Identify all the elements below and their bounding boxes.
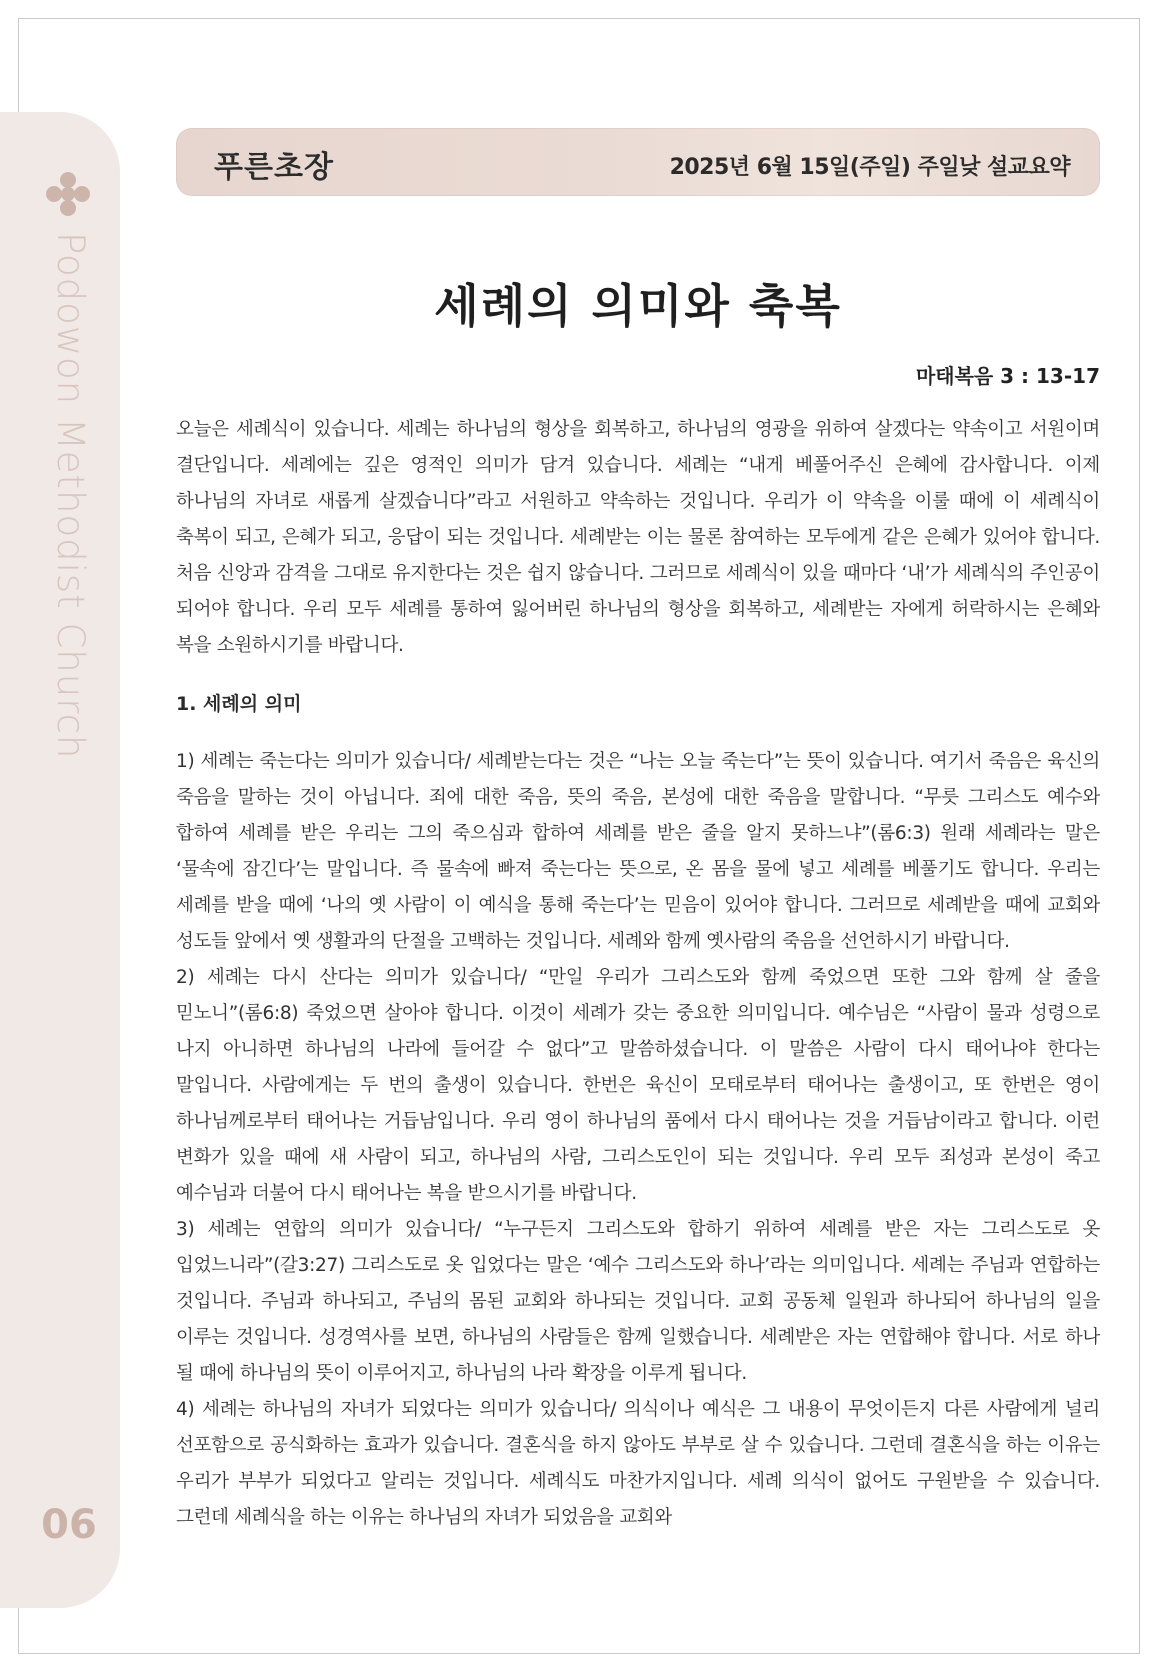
point-paragraph: 1) 세례는 죽는다는 의미가 있습니다/ 세례받는다는 것은 “나는 오늘 죽는다”는 뜻이 있습니다. 여기서 죽음은 육신의 죽음을 말하는 것이 아닙니다. 죄에 대한 죽음, 뜻의 죽음, 본성에 대한 죽음을 말합니다. “무릇 그리스도 예수와 합하여 세례를 받은 우리는 그의 죽으심과 합하여 세례를 받은 줄을 알지 못하느냐”(롬6:3) 원래 세례라는 말은 ‘물속에 잠긴다’는 말입니다. 즉 물속에 빠져 죽는다는 뜻으로, 온 몸을 물에 넣고 세례를 베풀기도 합니다. 우리는 세례를 받을 때에 ‘나의 옛 사람이 이 예식을 통해 죽는다’는 믿음이 있어야 합니다. 그러므로 세례받을 때에 교회와 성도들 앞에서 옛 생활과의 단절을 고백하는 것입니다. 세례와 함께 옛사람의 죽음을 선언하시기 바랍니다.: [176, 751, 1100, 952]
point-paragraph: 3) 세례는 연합의 의미가 있습니다/ “누구든지 그리스도와 합하기 위하여 세례를 받은 자는 그리스도로 옷 입었느니라”(갈3:27) 그리스도로 옷 입었다는 말은 ‘예수 그리스도와 하나’라는 의미입니다. 세례는 주님과 연합하는 것입니다. 주님과 하나되고, 주님의 몸된 교회와 하나되는 것입니다. 교회 공동체 일원과 하나되어 하나님의 일을 이루는 것입니다. 성경역사를 보면, 하나님의 사람들은 함께 일했습니다. 세례받은 자는 연합해야 합니다. 서로 하나 될 때에 하나님의 뜻이 이루어지고, 하나님의 나라 확장을 이루게 됩니다.: [176, 1219, 1100, 1384]
sermon-body: [176, 412, 1100, 1536]
intro-paragraph: 오늘은 세례식이 있습니다. 세례는 하나님의 형상을 회복하고, 하나님의 영광을 위하여 살겠다는 약속이고 서원이며 결단입니다. 세례에는 깊은 영적인 의미가 담겨 있습니다. 세례는 “내게 베풀어주신 은혜에 감사합니다. 이제 하나님의 자녀로 새롭게 살겠습니다”라고 서원하고 약속하는 것입니다. 우리가 이 약속을 이룰 때에 이 세례식이 축복이 되고, 은혜가 되고, 응답이 되는 것입니다. 세례받는 이는 물론 참여하는 모두에게 같은 은혜가 있어야 합니다. 처음 신앙과 감격을 그대로 유지한다는 것은 쉽지 않습니다. 그러므로 세례식이 있을 때마다 ‘내’가 세례식의 주인공이 되어야 합니다. 우리 모두 세례를 통하여 잃어버린 하나님의 형상을 회복하고, 세례받는 자에게 허락하시는 은혜와 복을 소원하시기를 바랍니다.: [176, 419, 1100, 656]
date-caption: 2025년 6월 15일(주일) 주일낮 설교요약: [669, 155, 1070, 180]
church-name-vertical: Podowon Methodist Church: [49, 232, 92, 760]
scripture-reference: 마태복음 3 : 13-17: [915, 364, 1100, 388]
header-banner: [176, 128, 1100, 196]
page-number: 06: [41, 1502, 97, 1548]
point-paragraph: 4) 세례는 하나님의 자녀가 되었다는 의미가 있습니다/ 의식이나 예식은 그 내용이 무엇이든지 다른 사람에게 널리 선포함으로 공식화하는 효과가 있습니다. 결혼식을 하지 않아도 부부로 살 수 있습니다. 그런데 결혼식을 하는 이유는 우리가 부부가 되었다고 알리는 것입니다. 세례식도 마찬가지입니다. 세례 의식이 없어도 구원받을 수 있습니다. 그런데 세례식을 하는 이유는 하나님의 자녀가 되었음을 교회와: [176, 1399, 1100, 1528]
cross-flower-icon: [44, 170, 92, 218]
point-paragraph: 2) 세례는 다시 산다는 의미가 있습니다/ “만일 우리가 그리스도와 함께 죽었으면 또한 그와 함께 살 줄을 믿노니”(롬6:8) 죽었으면 살아야 합니다. 이것이 세례가 갖는 중요한 의미입니다. 예수님은 “사람이 물과 성령으로 나지 아니하면 하나님의 나라에 들어갈 수 없다”고 말씀하셨습니다. 이 말씀은 사람이 다시 태어나야 한다는 말입니다. 사람에게는 두 번의 출생이 있습니다. 한번은 육신이 모태로부터 태어나는 출생이고, 또 한번은 영이 하나님께로부터 태어나는 거듭남입니다. 우리 영이 하나님의 품에서 다시 태어나는 것을 거듭남이라고 합니다. 이런 변화가 있을 때에 새 사람이 되고, 하나님의 사람, 그리스도인이 되는 것입니다. 우리 모두 죄성과 본성이 죽고 예수님과 더불어 다시 태어나는 복을 받으시기를 바랍니다.: [176, 967, 1100, 1204]
sermon-title: 세례의 의미와 축복: [434, 279, 842, 333]
section-heading: 1. 세례의 의미: [176, 693, 302, 715]
section-title: 푸른초장: [214, 150, 334, 185]
